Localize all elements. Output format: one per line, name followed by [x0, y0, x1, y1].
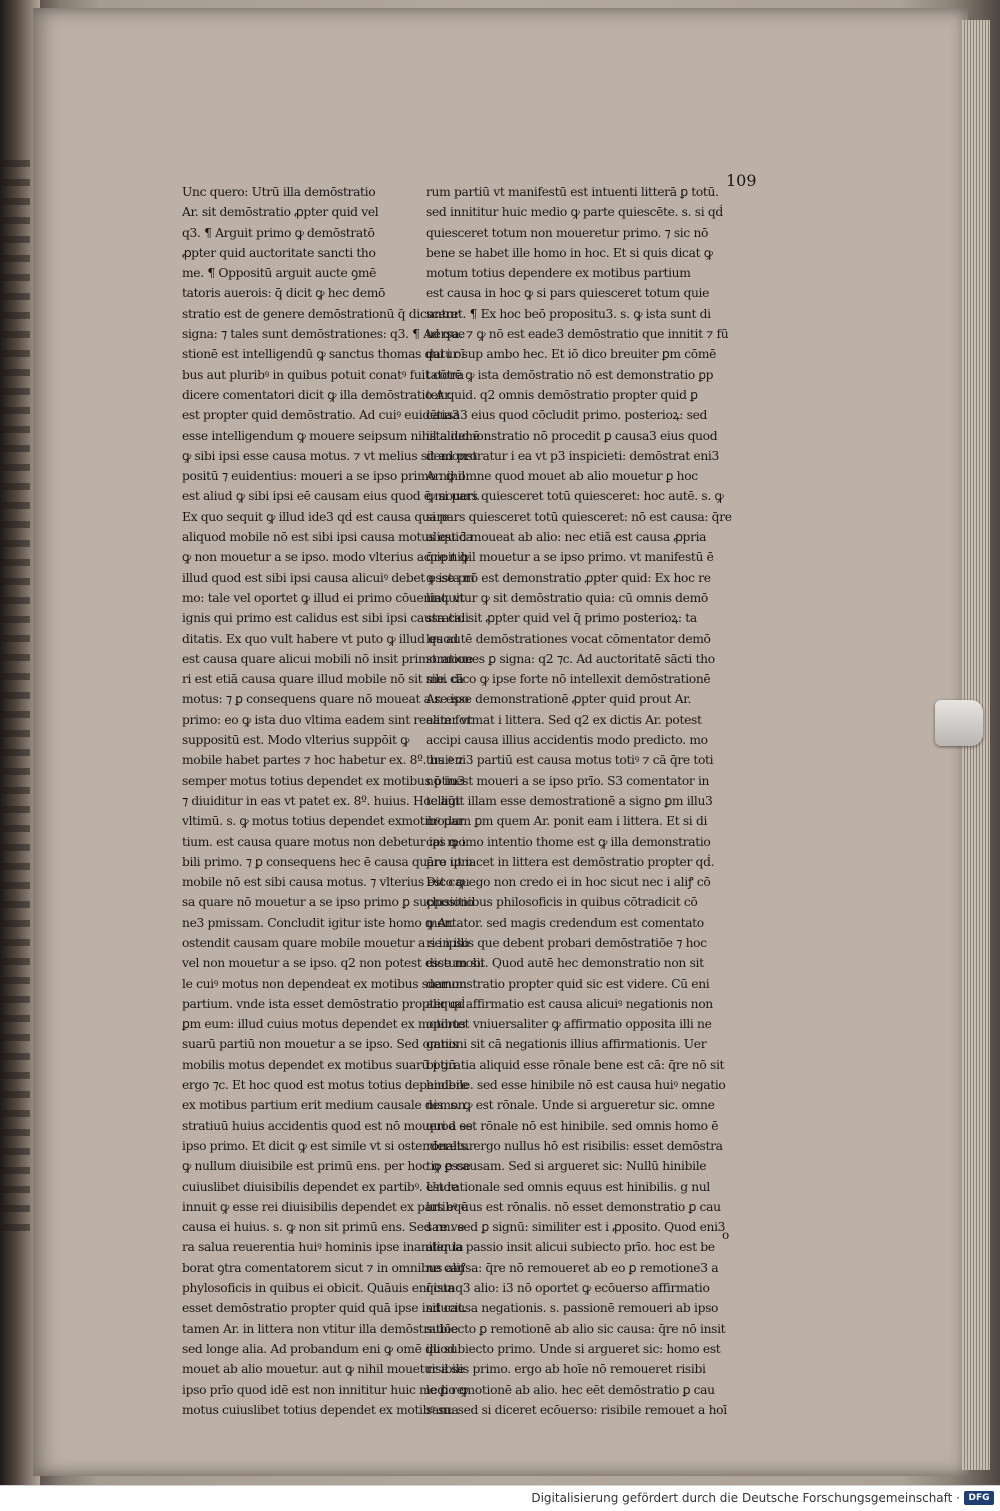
text-line: cas ꝙ imo intentio thome est ꝙ illa demonstratio [426, 834, 711, 849]
text-line: illud quod est sibi ipsi causa alicuiꝰ debet esse pri [182, 570, 475, 585]
text-line: illi subiecto primo. Unde si argueret sic: homo est [426, 1341, 721, 1356]
text-line: q3. ¶ Arguit primo ꝙ demōstratō [182, 225, 375, 240]
text-line: tatorē ꝙ ista demōstratio nō est demonstratio ꝑp [426, 367, 714, 382]
text-line: me. dico ꝙ ipse forte nō intellexit demōstrationē [426, 672, 711, 687]
text-line: innuit ꝙ esse rei diuisibilis dependet ex partibꝰ ē [182, 1199, 468, 1214]
text-line: motus cuiuslibet totius dependet ex motibꝰ sua [182, 1402, 459, 1417]
text-line: phylosoficis in quibus ei obicit. Quāuis eni ista [182, 1281, 455, 1296]
text-line: causa ei huius. s. ꝙ non sit primū ens. Sed re ve [182, 1220, 465, 1235]
text-line: strationes ꝑ signa: q2 ⁊c. Ad auctoritatē sācti tho [426, 651, 715, 666]
text-line: Dico ꝙ ego non credo ei in hoc sicut nec i aliꝭ cō [426, 875, 711, 890]
text-line: ne3 pmissam. Concludit igitur iste homo ꝙ Ar. [182, 915, 454, 930]
text-line: aliquod mobile nō est sibi ipsi causa motus est c̄a [182, 530, 473, 545]
text-line: ergo ⁊c. Et hoc quod est motus totius dependere [182, 1078, 469, 1093]
text-line: motum totius dependere ex motibus partium [426, 266, 691, 281]
right-text-column [426, 182, 770, 1420]
text-line: si pars quiesceret totū quiesceret: nō est causa: q̄re [426, 509, 732, 524]
text-line: modum ꝑm quem Ar. ponit eam i littera. Et si di [426, 814, 708, 829]
text-line: mouet ab alio mouetur. aut ꝙ nihil mouetur a se [182, 1362, 465, 1377]
text-line: mobile habet partes ⁊ hoc habetur ex. 8º. huiꝰ ⁊ [182, 753, 463, 768]
text-line: dictum sit. Quod autē hec demonstratio non sit [426, 956, 704, 971]
text-line: est rationale sed omnis equus est hinibilis. g nul [426, 1179, 711, 1194]
text-line: ꝓpter quid auctoritate sancti tho [182, 245, 376, 260]
text-line: est causa in hoc ꝙ si pars quiesceret totum quie [426, 286, 710, 301]
text-line: aliqua passio insit alicui subiecto prīo. hoc est be [426, 1240, 715, 1255]
text-line: ꝙ si pars quiesceret totū quiesceret: hoc autē. s. ꝙ [426, 489, 724, 504]
text-line: tium. est causa quare motus non debetur ipi mo [182, 834, 466, 849]
text-line: borat ꝯtra comentatorem sicut ⁊ in omnibus aliꝭ [182, 1260, 466, 1275]
text-line: stratiuū huius accidentis quod est nō moueri a se [182, 1118, 473, 1133]
text-line: sceret. ¶ Ex hoc beō propositu3. s. ꝙ ista sunt di [426, 306, 711, 321]
text-line: ter quid. q2 omnis demōstratio propter quid ꝑ [426, 387, 698, 402]
text-line: Ar. esse demonstrationē ꝓpter quid prout Ar. [426, 692, 692, 707]
text-line: esse intelligendum ꝙ mouere seipsum nihil aliud ē [182, 428, 480, 443]
text-line: sed innititur huic medio ꝙ parte quiescēte. s. si qḋ [426, 205, 723, 220]
funding-credit: Digitalisierung gefördert durch die Deutsche Forschungsgemeinschaft · [531, 1491, 960, 1505]
text-line: q̄re nihil mouetur a se ipso primo. vt manifestū ē [426, 550, 714, 565]
text-line: causa3 eius quod cōcludit primo. posterioꝝ: sed [426, 408, 708, 423]
text-line: mobile nō est sibi causa motus. ⁊ vlterius est cau [182, 875, 470, 890]
text-line: ne causa: q̄re nō remoueret ab eo ꝑ remotione3 a [426, 1260, 719, 1275]
text-line: quiesceret totum non moueretur primo. ⁊ sic nō [426, 225, 709, 240]
text-line: q̄cunq3 alio: i3 nō oportet ꝙ ecōuerso affirmatio [426, 1281, 710, 1296]
text-line: ipso prīo quod idē est non innititur huic medio ꝙ [182, 1382, 468, 1397]
text-line: sam. sed ꝑ signū: similiter est i ꝓposito. Quod eni3 [426, 1220, 726, 1235]
text-line: bi gratia aliquid esse rōnale bene est cā: q̄re nō sit [426, 1057, 725, 1072]
text-line: ista demonstratio nō procedit ꝑ causa3 eius quod [426, 428, 718, 443]
text-line: ꝑm eum: illud cuius motus dependet ex motibus [182, 1017, 466, 1032]
left-page-text-fragment [0, 160, 30, 1240]
text-line: stratio sit ꝓpter quid vel q̄ primo posterioꝝ: ta [426, 611, 697, 626]
text-line: me. ¶ Oppositū arguit aucte ꝯmē [182, 266, 377, 281]
text-line: Unc quero: Utrū illa demōstratio [182, 185, 376, 199]
text-line: accipi causa illius accidentis modo predicto. mo [426, 733, 708, 748]
text-line: dicere comentatori dicit ꝙ illa demōstratio Ar. [182, 387, 452, 402]
text-line: aliqua affirmatio est causa alicuiꝰ negationis non [426, 996, 713, 1011]
text-line: tio ꝑ causam. Sed si argueret sic: Nullū hinibile [426, 1159, 707, 1174]
bookmark-tab [935, 700, 983, 746]
text-line: oportet vniuersaliter ꝙ affirmatio opposita illi ne [426, 1017, 712, 1032]
text-line: uersa. ⁊ ꝙ nō est eade3 demōstratio que innitit ⁊ fū [426, 327, 729, 342]
text-line: suarū partiū non mouetur a se ipso. Sed omnis [182, 1037, 458, 1052]
text-line: le ꝑ remotionē ab alio. hec eēt demōstratio ꝑ cau [426, 1382, 715, 1397]
text-line: ri in illis que debent probari demōstratiōe ⁊ hoc [426, 935, 707, 950]
text-line: p̄ro ut iacet in littera est demōstratio propter qḋ. [426, 854, 715, 869]
footer-bar [0, 1485, 1000, 1511]
folio-number: 109 [726, 171, 757, 190]
dfg-logo: DFG [964, 1491, 994, 1505]
text-line: primo: eo ꝙ ista duo vltima eadem sint realiter vt [182, 712, 472, 727]
text-line: ditatis. Ex quo vult habere vt puto ꝙ illud quod [182, 631, 458, 646]
text-line: bene se habet ille homo in hoc. Et si quis dicat ꝙ [426, 245, 713, 260]
text-line: stratio est de genere demōstrationū q̄ dicuntur [182, 306, 460, 321]
text-line: partium. vnde ista esset demōstratio propter qḋ [182, 996, 465, 1011]
text-line: positū ⁊ euidentius: moueri a se ipso primo nihil [182, 469, 465, 484]
text-line: sa quare nō mouetur a se ipso primo ꝑ suppositio [182, 895, 474, 910]
text-line: tatoris auerois: q̄ dicit ꝙ hec demō [182, 286, 386, 301]
text-line: nis. s. ꝙ est rōnale. Unde si argueretur sic. omne [426, 1098, 715, 1113]
text-line: mentator. sed magis credendum est comentato [426, 915, 704, 930]
text-line: bili primo. ⁊ ꝑ consequens hec ē causa quare ipm [182, 854, 473, 869]
text-line: demonstratio propter quid sic est videre. Cū eni [426, 976, 710, 991]
text-line: ri est etiā causa quare illud mobile nō sit sibi cā [182, 672, 464, 687]
text-line: gationi sit cā negationis illius affirmationis. Uer [426, 1037, 707, 1052]
text-line: ex motibus partium erit medium causale demon [182, 1098, 466, 1113]
text-line: vel non mouetur a se ipso. q2 non potest esse mobi [182, 956, 484, 971]
text-line: ꝙ ista nō est demonstratio ꝓpter quid: Ex hoc re [426, 570, 711, 585]
text-line: subiecto ꝑ remotionē ab alio sic causa: q̄re nō insit [426, 1321, 726, 1336]
text-line: le cuiꝰ motus non dependeat ex motibus suarum [182, 976, 467, 991]
text-line: datur sup ambo hec. Et iō dico breuiter ꝑm cōmē [426, 347, 717, 362]
text-line: sam: sed si diceret ecōuerso: risibile remouet a hoī [426, 1402, 727, 1417]
text-line: ostendit causam quare mobile mouetur a se ipso [182, 935, 470, 950]
text-line: lus equus est rōnalis. nō esset demonstratio ꝑ cau [426, 1199, 721, 1214]
text-line: bus aut pluribꝰ in quibus potuit conatꝰ fuit cōtra [182, 367, 464, 382]
text-line: vltimū. s. ꝙ motus totius dependet exmotibꝰ par [182, 814, 464, 829]
text-line: clusionibus philosoficis in quibus cōtradicit cō [426, 895, 698, 910]
text-line: stionē est intelligendū ꝙ sanctus thomas qui i oī [182, 347, 465, 362]
text-line: risibilis primo. ergo ab hoīe nō remoueret risibi [426, 1362, 706, 1377]
text-line: nō inest moueri a se ipso prīo. S3 comentator in [426, 773, 710, 788]
signature-mark: o [722, 1228, 730, 1242]
text-line: cuiuslibet diuisibilis dependet ex partibꝰ. Unde [182, 1179, 458, 1194]
text-line: Ar. ꝙ omne quod mouet ab alio mouetur ꝑ hoc [426, 469, 698, 484]
text-line: motus: ⁊ ꝑ consequens quare nō moueat a se ipo [182, 692, 469, 707]
text-line: quod est rōnale nō est hinibile. sed omnis homo ē [426, 1118, 719, 1133]
text-line: ꝙ non mouetur a se ipso. modo vlterius accipit ꝙ [182, 550, 469, 565]
text-line: linquitur ꝙ sit demōstratio quia: cū omnis demō [426, 590, 708, 605]
text-line: ⁊ diuiditur in eas vt patet ex. 8º. huius. Hoc aūt [182, 793, 460, 808]
text-line: Ar. sit demōstratio ꝓpter quid vel [182, 205, 379, 220]
text-line: ignis qui primo est calidus est sibi ipsi causa cali [182, 611, 469, 626]
text-line: esset demōstratio propter quid quā ipse inducit. [182, 1301, 467, 1316]
text-line: les autē demōstrationes vocat cōmentator demō [426, 631, 711, 646]
text-line: suppositū est. Modo vlterius suppōit ꝙ [182, 733, 410, 748]
text-line: semper motus totius dependet ex motibus ptiu3 [182, 773, 465, 788]
text-line: ra salua reuerentia huiꝰ hominis ipse inaniter la [182, 1240, 464, 1255]
text-line: ꝙ sibi ipsi esse causa motus. ⁊ vt melius sit ad pro [182, 448, 477, 463]
text-line: est propter quid demōstratio. Ad cuiꝰ euidētia3 [182, 408, 460, 423]
text-line: est causa quare alicui mobili nō insit primo moue [182, 651, 473, 666]
text-line: est aliud ꝙ sibi ipsi eē causam eius quod ē moueri. [182, 489, 480, 504]
text-line: eam format i littera. Sed q2 ex dictis Ar. potest [426, 712, 702, 727]
text-line: ipso primo. Et dicit ꝙ est simile vt si ostenderetur [182, 1138, 475, 1153]
text-line: demonstratur i ea vt p3 inspicieti: demōstrat eni3 [426, 448, 719, 463]
text-line: Ex quo sequit ꝙ illud ide3 qḋ est causa quare [182, 509, 449, 524]
text-line: hinibile. sed esse hinibile nō est causa huiꝰ negatio [426, 1078, 726, 1093]
text-line: telligit illam esse demostrationē a signo ꝑm illu3 [426, 793, 713, 808]
text-line: aliquid moueat ab alio: nec etiā est causa ꝓpria [426, 530, 707, 545]
text-line: sit causa negationis. s. passionē remoueri ab ipso [426, 1301, 719, 1316]
text-line: mo: tale vel oportet ꝙ illud ei primo cōueniat. vt [182, 590, 465, 605]
text-line: mobilis motus dependet ex motibus suarū ptiū [182, 1057, 456, 1072]
text-line: ꝙ nullum diuisibile est primū ens. per hoc ꝙ esse [182, 1159, 471, 1174]
text-line: tus eni3 partiū est causa motus totiꝰ ⁊ cā q̄re toti [426, 753, 714, 768]
text-line: signa: ⁊ tales sunt demōstrationes: q3. ¶ Ad que [182, 327, 465, 342]
text-line: sed longe alia. Ad probandum eni ꝙ omē quod [182, 1341, 455, 1356]
text-line: rum partiū vt manifestū est intuenti litterā ꝑ totū. [426, 185, 719, 199]
text-line: rōnalis. ergo nullus hō est risibilis: esset demōstra [426, 1138, 723, 1153]
text-line: tamen Ar. in littera non vtitur illa demōstratiōe [182, 1321, 458, 1336]
